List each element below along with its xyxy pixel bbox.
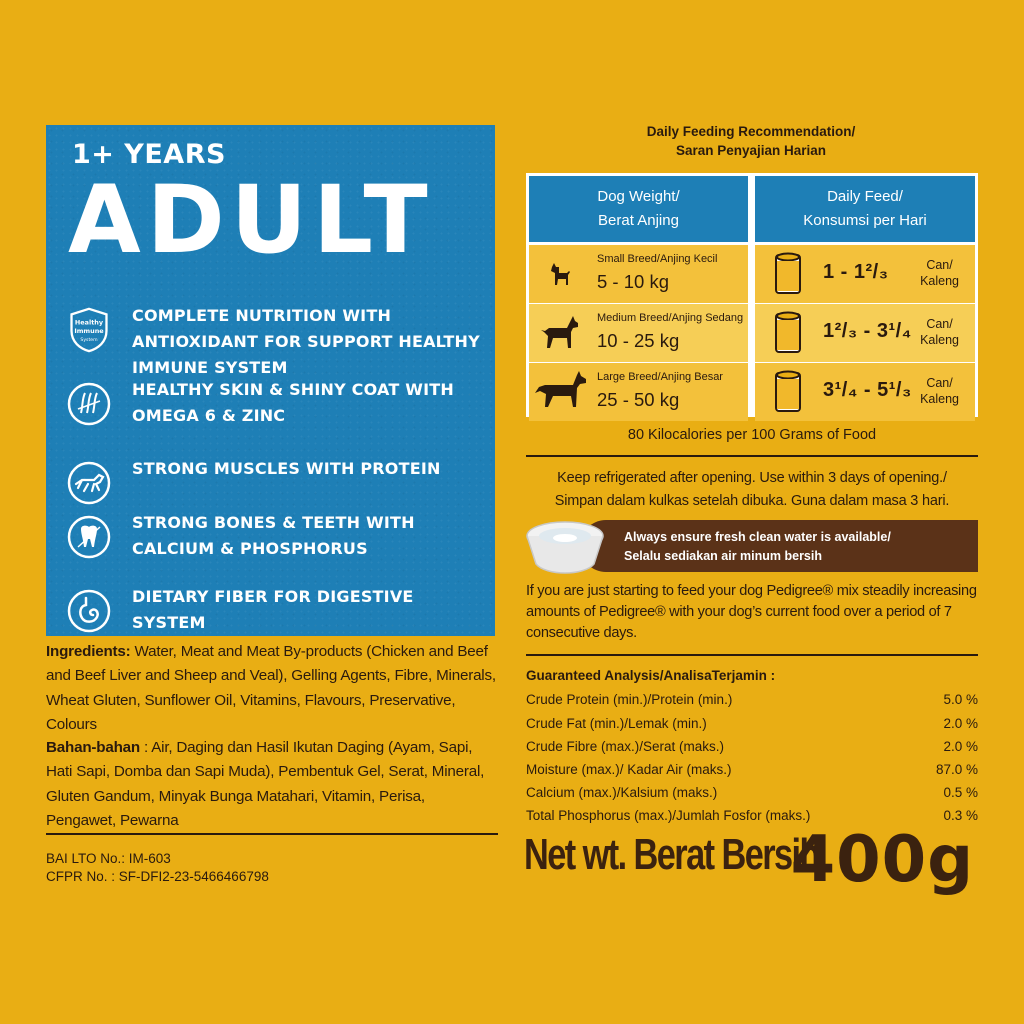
feeding-table xyxy=(526,173,978,417)
benefit-item xyxy=(64,377,484,437)
bai-lto-number: BAI LTO No.: IM-603 xyxy=(46,851,171,866)
analysis-label: Total Phosphorus (max.)/Jumlah Fosfor (maks.) xyxy=(526,808,811,823)
breed-weight: 10 - 25 kg xyxy=(597,330,680,351)
registration-codes xyxy=(46,850,269,886)
analysis-row xyxy=(526,785,978,807)
net-weight-value: 400g xyxy=(790,823,974,897)
analysis-value: 2.0 % xyxy=(943,716,978,731)
breed-label: Small Breed/Anjing Kecil xyxy=(597,253,718,265)
unit-label xyxy=(920,257,959,289)
analysis-value: 87.0 % xyxy=(935,762,978,777)
running-dog-icon xyxy=(66,460,112,506)
water-bowl-icon xyxy=(524,514,606,578)
breed-weight: 5 - 10 kg xyxy=(597,271,669,292)
unit-label xyxy=(920,375,959,407)
benefit-item xyxy=(64,510,484,570)
feeding-row-amount xyxy=(755,304,975,362)
breed-label: Large Breed/Anjing Besar xyxy=(597,371,723,383)
storage-instructions xyxy=(526,467,978,513)
analysis-value: 0.3 % xyxy=(943,808,978,823)
transition-instructions: If you are just starting to feed your dog Pedigree® mix steadily increasing amounts of Pedigree® with your dog’s current food over a period of 7 consecutive days. xyxy=(526,583,977,641)
medium-dog-icon xyxy=(539,316,581,352)
analysis-label: Crude Fibre (max.)/Serat (maks.) xyxy=(526,739,725,754)
header-dog-weight xyxy=(529,176,748,242)
divider xyxy=(526,455,978,457)
benefits-panel xyxy=(46,125,495,636)
header-daily-feed-line2: Konsumsi per Hari xyxy=(803,212,927,229)
ingredients-id-label: Bahan-bahan xyxy=(46,739,140,756)
life-stage-title: ADULT xyxy=(68,166,434,275)
feeding-row-weight xyxy=(529,304,748,362)
analysis-row xyxy=(526,762,978,784)
benefit-item xyxy=(64,303,484,377)
stomach-icon xyxy=(66,588,112,634)
header-dog-weight-line1: Dog Weight/ xyxy=(597,188,680,205)
healthy-immune-shield-icon xyxy=(66,307,112,353)
benefit-text: STRONG MUSCLES WITH PROTEIN xyxy=(132,459,441,478)
benefit-text: DIETARY FIBER FOR DIGESTIVE SYSTEM xyxy=(132,587,414,632)
feeding-title xyxy=(526,122,976,160)
analysis-row xyxy=(526,692,978,714)
benefit-text: COMPLETE NUTRITION WITH ANTIOXIDANT FOR SUPPORT HEALTHY IMMUNE SYSTEM xyxy=(132,306,480,377)
unit-label xyxy=(920,316,959,348)
feeding-title-line2: Saran Penyajian Harian xyxy=(675,143,827,158)
analysis-value: 5.0 % xyxy=(943,692,978,707)
analysis-label: Calcium (max.)/Kalsium (maks.) xyxy=(526,785,718,800)
ingredients-id xyxy=(46,736,498,833)
immune-icon-text-1: Healthy xyxy=(74,318,104,327)
unit-line2: Kaleng xyxy=(920,333,959,347)
analysis-row xyxy=(526,716,978,738)
storage-line1: Keep refrigerated after opening. Use within 3 days of opening./ xyxy=(557,470,947,486)
benefit-text: STRONG BONES & TEETH WITH CALCIUM & PHOSPHORUS xyxy=(132,513,415,558)
can-icon xyxy=(773,310,803,356)
feed-amount: 3¹/₄ - 5¹/₃ xyxy=(823,379,912,401)
feeding-row-weight xyxy=(529,245,748,303)
feeding-row-amount xyxy=(755,363,975,421)
unit-line1: Can/ xyxy=(926,376,953,390)
analysis-value: 2.0 % xyxy=(943,739,978,754)
header-dog-weight-line2: Berat Anjing xyxy=(598,212,679,229)
analysis-label: Crude Fat (min.)/Lemak (min.) xyxy=(526,716,707,731)
benefit-text: HEALTHY SKIN & SHINY COAT WITH OMEGA 6 & ZINC xyxy=(132,380,454,425)
storage-line2: Simpan dalam kulkas setelah dibuka. Guna dalam masa 3 hari. xyxy=(554,493,950,509)
analysis-value: 0.5 % xyxy=(943,785,978,800)
breed-label: Medium Breed/Anjing Sedang xyxy=(597,312,744,324)
feed-amount: 1 - 1²/₃ xyxy=(823,261,889,283)
benefit-item xyxy=(64,584,484,644)
can-icon xyxy=(773,369,803,415)
unit-line2: Kaleng xyxy=(920,274,959,288)
analysis-label: Crude Protein (min.)/Protein (min.) xyxy=(526,692,733,707)
unit-line2: Kaleng xyxy=(920,392,959,406)
water-reminder xyxy=(580,520,978,572)
guaranteed-analysis-title: Guaranteed Analysis/AnalisaTerjamin : xyxy=(526,668,776,683)
ingredients-id-text: : Air, Daging dan Hasil Ikutan Daging (Ayam, Sapi, Hati Sapi, Domba dan Sapi Muda), Pembentuk Gel, Serat, Mineral, Gluten Gandum, Minyak Bunga Matahari, Vitamin, Perisa, Pengawet, Pewarna xyxy=(46,739,485,829)
benefit-item xyxy=(64,456,484,516)
kilocalorie-info: 80 Kilocalories per 100 Grams of Food xyxy=(627,427,877,443)
tooth-bone-icon xyxy=(66,514,112,560)
ingredients-en xyxy=(46,640,498,737)
ingredients-en-text: Water, Meat and Meat By-products (Chicken and Beef and Beef Liver and Sheep and Veal), Gelling Agents, Fibre, Minerals, Wheat Gluten, Sunflower Oil, Vitamins, Flavours, Preservative, Colours xyxy=(46,643,496,733)
divider xyxy=(526,654,978,656)
large-dog-icon xyxy=(533,371,589,413)
age-label: 1+ YEARS xyxy=(72,139,226,170)
can-icon xyxy=(773,251,803,297)
header-daily-feed-line1: Daily Feed/ xyxy=(827,188,903,205)
small-dog-icon xyxy=(545,259,575,289)
water-line2: Selalu sediakan air minum bersih xyxy=(624,549,822,563)
feed-amount: 1²/₃ - 3¹/₄ xyxy=(823,320,912,342)
immune-icon-text-3: System xyxy=(80,338,98,344)
divider xyxy=(46,833,498,835)
cfpr-number: CFPR No. : SF-DFI2-23-5466466798 xyxy=(46,869,269,884)
feeding-row-amount xyxy=(755,245,975,303)
header-daily-feed xyxy=(755,176,975,242)
immune-icon-text-2: Immune xyxy=(74,326,104,335)
net-weight-label: Net wt. Berat Bersih xyxy=(524,830,819,879)
water-line1: Always ensure fresh clean water is available/ xyxy=(624,530,891,544)
unit-line1: Can/ xyxy=(926,258,953,272)
feeding-row-weight xyxy=(529,363,748,421)
feeding-title-line1: Daily Feeding Recommendation/ xyxy=(646,124,856,139)
skin-coat-icon xyxy=(66,381,112,427)
analysis-label: Moisture (max.)/ Kadar Air (maks.) xyxy=(526,762,732,777)
ingredients-en-label: Ingredients: xyxy=(46,643,131,660)
breed-weight: 25 - 50 kg xyxy=(597,389,680,410)
unit-line1: Can/ xyxy=(926,317,953,331)
analysis-row xyxy=(526,739,978,761)
